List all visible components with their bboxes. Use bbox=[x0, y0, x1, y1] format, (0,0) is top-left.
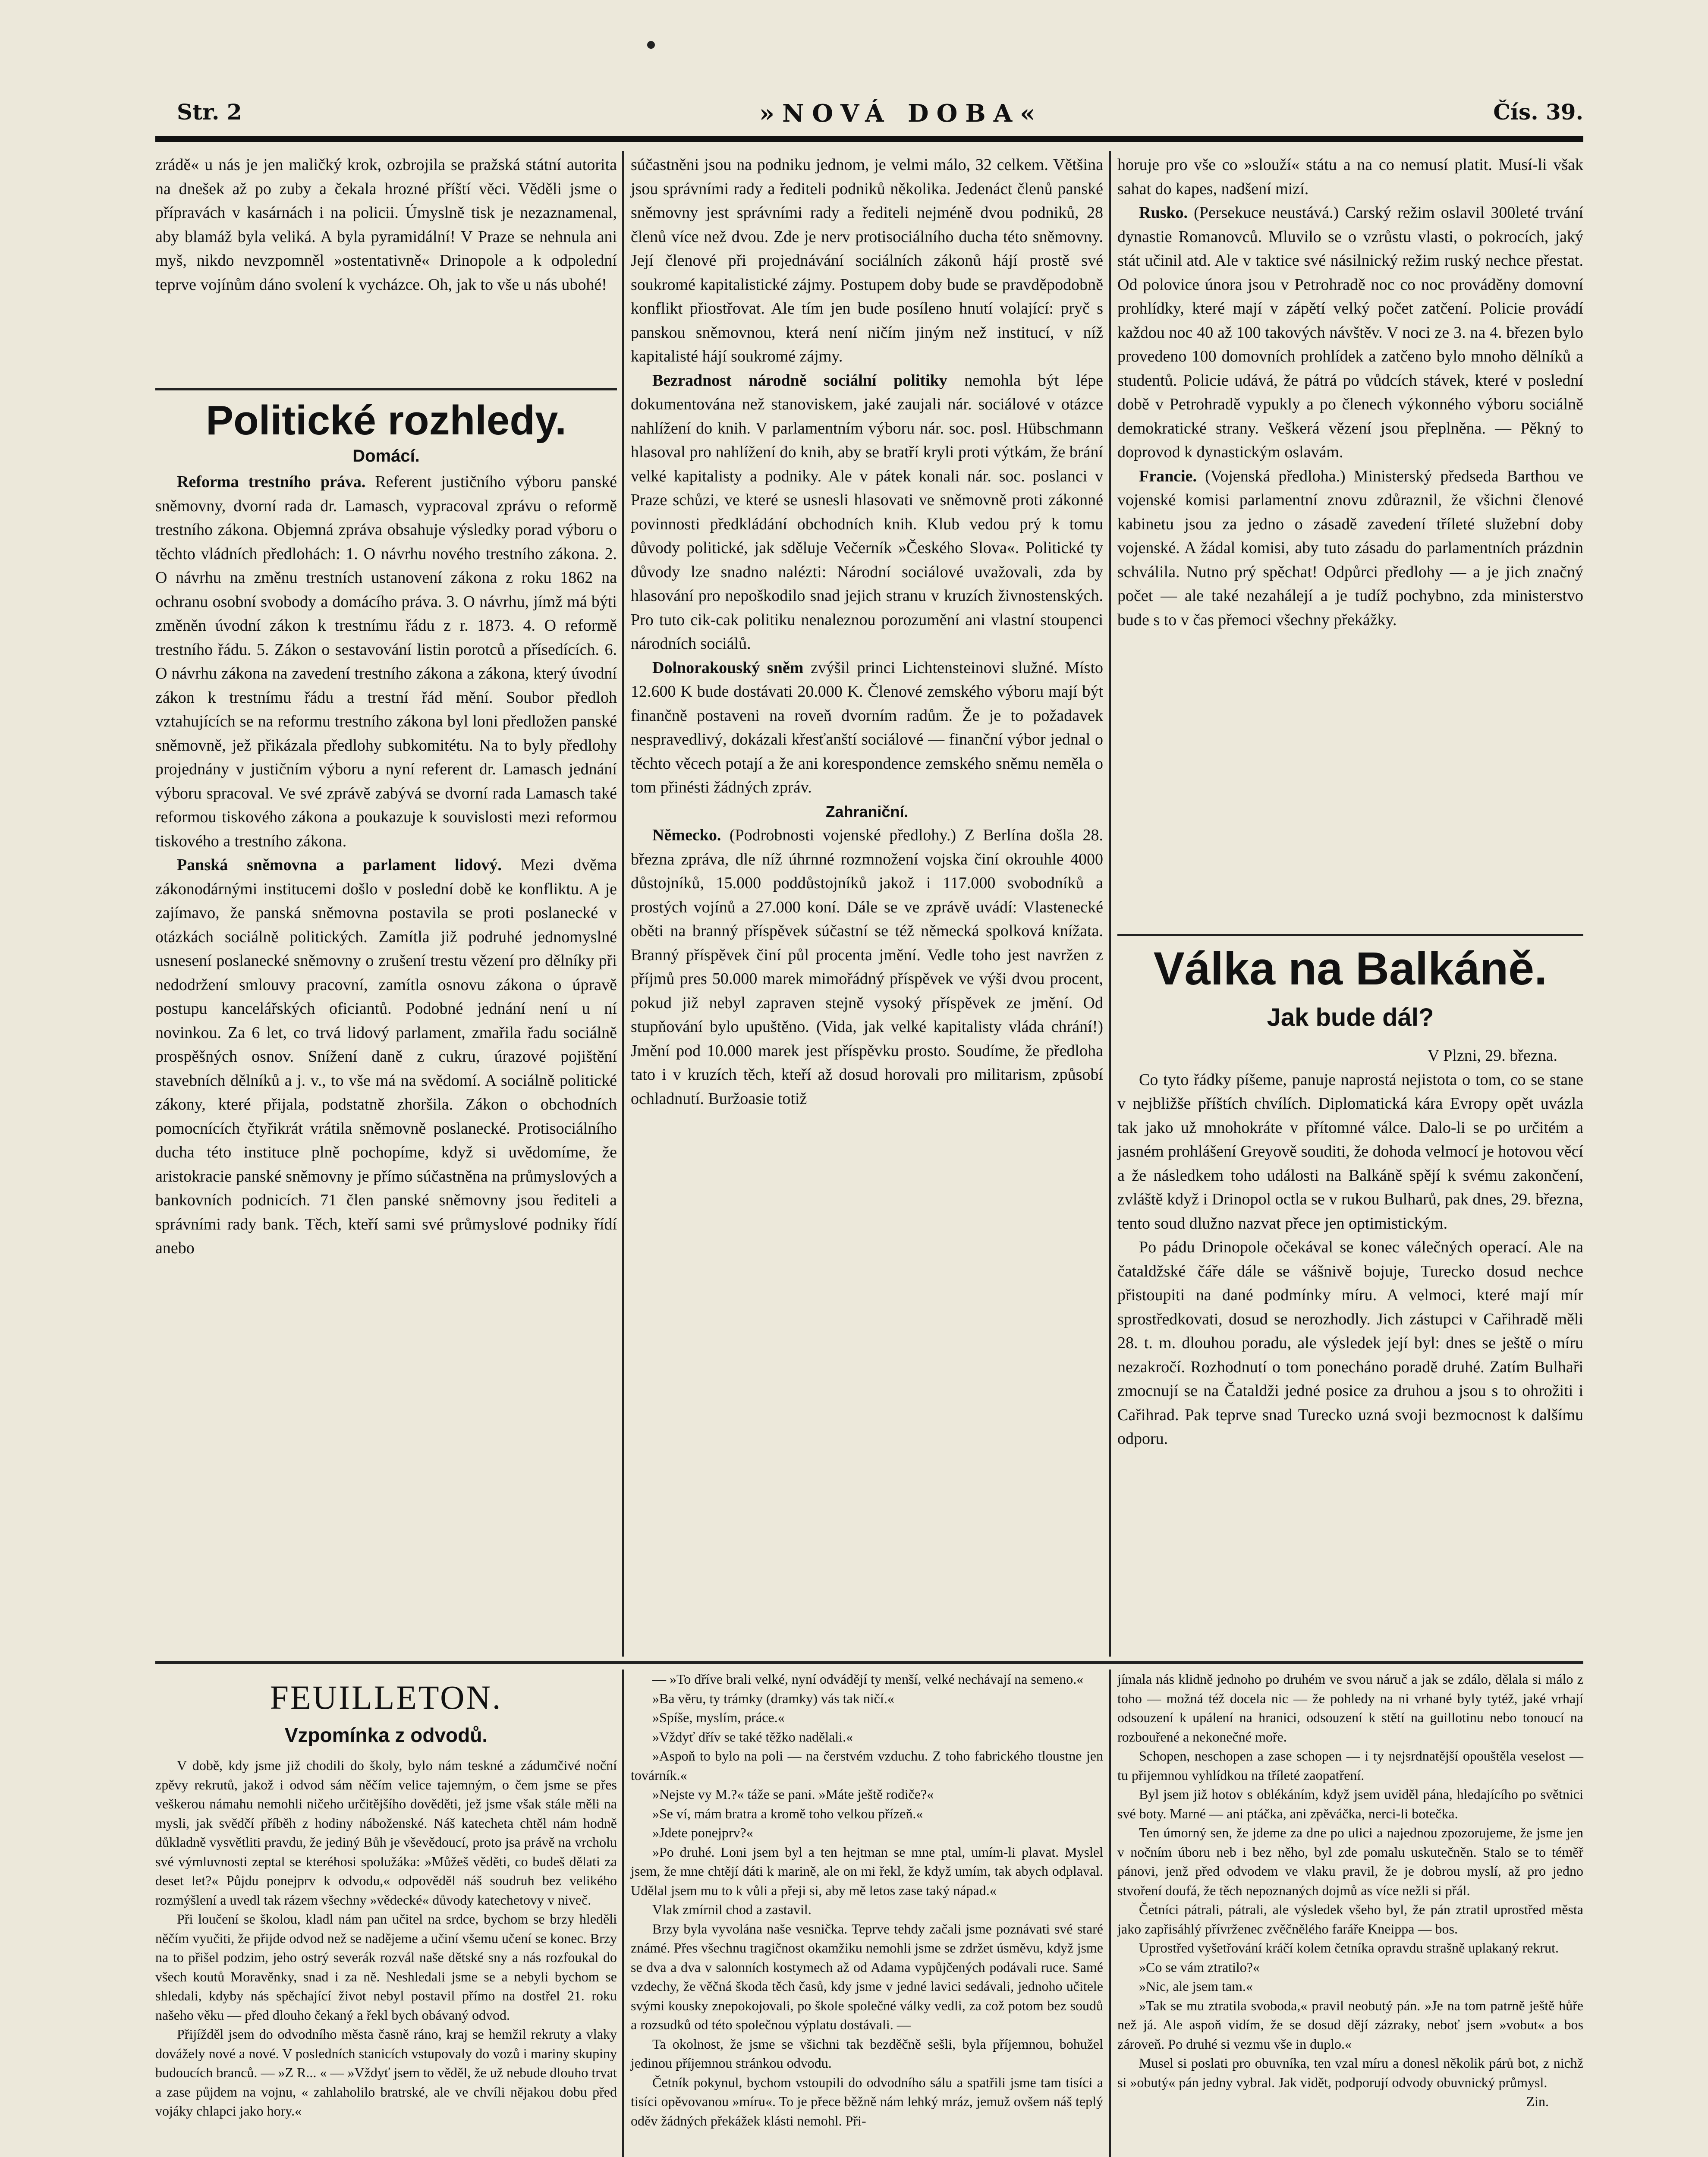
paragraph: »Po druhé. Loni jsem byl a ten hejtman se mne ptal, umím-li plavat. Myslel jsem, že mne chtějí dáti k marině, ale on mi řekl, že když umím, tak abych odplaval. Udělal jsem mu to k vůli a přeji si, aby mě letos zase taký nápad.« bbox=[631, 1844, 1103, 1898]
article-lead: Bezradnost národně sociální politiky bbox=[652, 371, 947, 390]
paragraph: »Se ví, mám bratra a kromě toho velkou přízeň.« bbox=[652, 1805, 923, 1821]
paragraph: Schopen, neschopen a zase schopen — i ty nejsrdnatější opouštěla veselost — tu přijemnou vyhlídkou na tříleté zaopatření. bbox=[1117, 1748, 1583, 1783]
feuilleton-column-3 bbox=[1117, 1670, 1583, 2111]
paragraph: Četník pokynul, bychom vstoupili do odvodního sálu a spatřili jsme tam tisíci a tisíci opěvovanou »míru«. To je přece běžně nám lehký mráz, jemuž ovšem náš teplý oděv žádných překážek klásti nemohl. Při- bbox=[631, 2074, 1103, 2129]
article-text: nemohla být lépe dokumentována než stanoviskem, jaké zaujali nár. sociálové v otázce nahlížení do knih. V parlamentním výboru nár. soc. posl. Hübschmann hlasoval pro nahlížení do knih, aby se bratří kryli proti výtkám, že brání velké kapitalisty a podniky. Ale v pátek konali nár. soc. poslanci v Praze schůzi, ve které se usnesli hlasovati ve sněmovně proti zákonné povinnosti předkládání obchodních knih. Klub vedou prý k tomu důvody politické, jak sděluje Večerník »Českého Slova«. Politické ty důvody lze snadno nalézti: Národní sociálové uvažovali, zda by hlasování pro nepoškodilo snad jejich stranu v kruzích živnostenských. Pro tuto cik-cak politiku nenaleznou porozumění ani vlastní stoupenci národních sociálů. bbox=[631, 371, 1103, 653]
paragraph: Ta okolnost, že jsme se všichni tak bezděčně sešli, byla příjemnou, bohužel jedinou příjemnou stránkou odvodu. bbox=[631, 2036, 1103, 2071]
paragraph: Četníci pátrali, pátrali, ale výsledek všeho byl, že pán ztratil uprostřed města jako zapřisáhlý přívrženec zvěčnělého faráře Kneippa — bos. bbox=[1117, 1902, 1583, 1937]
feuilleton-column-2 bbox=[631, 1670, 1103, 2130]
feuilleton-rule bbox=[155, 1661, 1583, 1664]
article-text: Mezi dvěma zákonodárnými institucemi došlo v poslední době ke konfliktu. A je zajímavo, že panská sněmovna postavila se proti poslanecké v otázkách sociálně politických. Zamítla již podruhé jednomyslné usnesení poslanecké sněmovny o zrušení trestu vězení pro dělníky při nedodržení smlouvy pracovní, zamítla osnovu zákona o úpravě postupu kancelářských oficiantů. Podobné jednání není u ní novinkou. Za 6 let, co trvá lidový parlament, zmařila řadu sociálně prospěšných osnov. Snížení daně z cukru, úrazové pojištění stavebních dělníků a j. v., to vše má na svědomí. A sociálně politické zákony, které přijala, podstatně zhoršila. Zákon o obchodních pomocnících čtyřikrát vrátila sněmovně poslanecké. Protisociálního ducha této instituce plně pochopíme, když si uvědomíme, že aristokracie panské sněmovny je přímo súčastněna na průmyslových a bankovních podnicích. 71 člen panské sněmovny jsou řediteli a správními rady bank. Těch, kteří sami své průmyslové podniky řídí anebo bbox=[155, 856, 617, 1257]
feuilleton-subtitle: Vzpomínka z odvodů. bbox=[284, 1724, 488, 1746]
paragraph: Vlak zmírnil chod a zastavil. bbox=[652, 1902, 812, 1917]
article-lead: Panská sněmovna a parlament lidový. bbox=[177, 856, 502, 874]
paragraph: »Jdete ponejprv?« bbox=[652, 1825, 753, 1840]
paragraph: Ten úmorný sen, že jdeme za dne po ulici a najednou zpozorujeme, že jsme jen v nočním úboru neb i bez něho, byl zde pomalu uskutečněn. Stalo se to téměř pánovi, jenž před odvodem ve vlaku pravil, že je dobrou myslí, až pro jedno stvoření doufá, že těch nepoznaných dojmů as více nežli si přál. bbox=[1117, 1825, 1583, 1898]
column-2 bbox=[631, 153, 1103, 1111]
column-3 bbox=[1117, 153, 1583, 632]
article-lead: Rusko. bbox=[1139, 204, 1188, 222]
paragraph: V době, kdy jsme již chodili do školy, bylo nám teskné a zádumčivé noční zpěvy rekrutů, jakož i odvod sám něčím velice tajemným, o čem jsme se přes veškerou námahu nemohli ničeho určitějšího dověděti, jež jsme však stále měli na mysli, jak svědčí příběh z hodiny náboženské. Náš katecheta chtěl nám hodně důkladně vysvětliti pravdu, že jediný Bůh je vševědoucí, proto jsa právě na vrcholu své výmluvnosti zeptal se kteréhosi spolužáka: »Můžeš věděti, co budeš dělati za deset let?« Půjdu ponejprv k odvodu,« odpověděl náš soudruh bez velikého rozmýšlení a uvedl tak rázem všechny »vědecké« důvody katechetovy v niveč. bbox=[155, 1758, 617, 1908]
article bbox=[1117, 465, 1583, 632]
article bbox=[155, 853, 617, 1261]
section-title: Politické rozhledy. bbox=[206, 397, 566, 443]
paragraph: »Aspoň to bylo na poli — na čerstvém vzduchu. Z toho fabrického tloustne jen továrník.« bbox=[631, 1748, 1103, 1783]
article-text: (Vojenská předloha.) Ministerský předseda Barthou ve vojenské komisi parlamentní znovu zdůraznil, že všichni členové kabinetu jsou za jedno o zásadě zavedení tříleté služební doby vojenské. A žádal komisi, aby tuto zásadu do parlamentních prázdnin schválila. Nutno prý spěchat! Odpůrci předlohy — a je jich značný počet — ale také nezahálejí a je tudíž pochybno, zda ministerstvo bude s to v čas přemoci všechny překážky. bbox=[1117, 467, 1583, 629]
article-lead: Německo. bbox=[652, 826, 721, 844]
article bbox=[631, 824, 1103, 1111]
article-continuation: zrádě« u nás je jen maličký krok, ozbrojila se pražská státní autorita na dnešek až po zuby a čekala hrozné příští věci. Věděli jsme o přípravách v kasárnách i na policii. Úmyslně tisk je nezaznamenal, aby blamáž byla veliká. A byla pyramidální! V Praze se nehnula ani myš, nikdo nevzpomněl »ostentativně« Drinopole a k odpolední teprve vojínům dáno svolení k vycházce. Oh, jak to vše u nás ubohé! bbox=[155, 156, 617, 294]
print-dot bbox=[647, 41, 655, 49]
section-subtitle: Domácí. bbox=[352, 446, 420, 465]
issue-number: Čís. 39. bbox=[1493, 99, 1583, 125]
article bbox=[155, 470, 617, 853]
article-lead: Francie. bbox=[1139, 467, 1197, 485]
column-1 bbox=[155, 153, 617, 297]
dateline: V Plzni, 29. března. bbox=[1427, 1047, 1557, 1065]
paragraph: Co tyto řádky píšeme, panuje naprostá nejistota o tom, co se stane v nejbližše příštích chvílích. Diplomatická kára Evropy opět uvázla tak jako už mnohokráte v přítomné válce. Dalo-li se po určitém a jasném prohlášení Greyově souditi, že dohoda velmocí je hotovou věcí a že následkem toho události na Balkáně spějí k svému zakončení, zvláště když i Drinopol octla se v rukou Bulharů, pak dnes, 29. března, tento soud dlužno nazvat přece jen optimistickým. bbox=[1117, 1070, 1583, 1233]
page-number: Str. 2 bbox=[177, 99, 242, 125]
article bbox=[631, 656, 1103, 800]
paragraph: »Ba věru, ty trámky (dramky) vás tak ničí.« bbox=[652, 1690, 894, 1706]
paragraph: jímala nás klidně jednoho po druhém ve svou náruč a jak se zdálo, dělala si málo z toho — možná též docela nic — že pohledy na ni vrhané byly tytéž, jaké vrhají odsouzení k upálení na hranici, odsouzení k stětí na guillotinu nebo tonoucí na rozbouřené a nekonečné moře. bbox=[1117, 1671, 1583, 1745]
signature: Zin. bbox=[1526, 2094, 1549, 2109]
paragraph: Při loučení se školou, kladl nám pan učitel na srdce, bychom se brzy hleděli něčím vyučiti, že přijde odvod než se nadějeme a učiní všemu učení se konec. Brzy na to přišel podzim, jeho ostrý severák rozvál naše dětské sny a nás rozfoukal do všech koutů Moravěnky, snad i za ně. Neshledali jsme se a nebyli bychom se shledali, kdyby nás spěchající život nebyl postavil přímo na dostřel 21. roku našeho věku — před dlouho čekaný a řekl bych obávaný odvod. bbox=[155, 1911, 617, 2023]
article-text: (Podrobnosti vojenské předlohy.) Z Berlína došla 28. března zpráva, dle níž úhrnné rozmnožení vojska činí okrouhle 4000 důstojníků, 15.000 poddůstojníků jakož i 117.000 svobodníků a prostých vojínů a 27.000 koní. Dále se ve zprávě uvádí: Vlastenecké oběti na branný příspěvek súčastní se též německá spolková knížata. Branný příspěvek činí půl procenta jmění. Vedle toho jest navržen z příjmů pres 50.000 marek mimořádný příspěvek ve výši dvou procent, pokud již nebyl zapraven stejně vysoký příspěvek ze jmění. Od stupňování bylo upuštěno. (Vida, jak velké kapitalisty vláda chrání!) Jmění pod 10.000 marek jest příspěvku prosto. Soudíme, že předloha tato i v kruzích těch, kteří až dosud horovali pro militarism, způsobí ochladnutí. Buržoasie totiž bbox=[631, 826, 1103, 1108]
feuilleton-title: FEUILLETON. bbox=[270, 1679, 503, 1716]
article-continuation: súčastněni jsou na podniku jednom, je velmi málo, 32 celkem. Většina jsou správními rady a řediteli podniků několika. Jedenáct členů panské sněmovny jest správními rady a řediteli nejméně dvou podniků, 28 členů více než dvou. Zde je nerv protisociálního ducha této sněmovny. Její členové při projednávání sociálních zákonů hájí prostě své soukromé kapitalistické zájmy. Postupem doby bude se pravděpodobně konflikt přiostřovat. Ale tím jen bude posíleno hnutí volající: pryč s panskou sněmovnou, která není ničím jiným než institucí, v níž kapitalisté hájí soukromé zájmy. bbox=[631, 156, 1103, 365]
column-divider bbox=[622, 1670, 624, 2157]
paragraph: Uprostřed vyšetřování kráčí kolem četníka opravdu strašně uplakaný rekrut. bbox=[1139, 1940, 1559, 1956]
paragraph: »Co se vám ztratilo?« bbox=[1139, 1959, 1260, 1975]
paragraph: »Vždyť dřív se také těžko nadělali.« bbox=[652, 1729, 853, 1745]
article-text: Referent justičního výboru panské sněmovny, dvorní rada dr. Lamasch, vypracoval zprávu o reformě trestního zákona. Objemná zpráva obsahuje výsledky porad výboru o těchto vládních předlohách: 1. O návrhu nového trestního zákona. 2. O návrhu na změnu trestních ustanovení zákona z roku 1862 na ochranu osobní svobody a domácího práva. 3. O návrhu, jímž má býti změněn úvodní zákon k trestnímu řádu z r. 1873. 4. O reformě trestního řádu. 5. Zákon o sestavování listin porotců a přísedících. 6. O návrhu zákona na zavedení trestního zákona a zákona, který úvodní zákon k trestnímu řádu a trestní řád mění. Soubor předloh vztahujících se na reformu trestního zákona byl loni předložen panské sněmovně, jež přikázala předlohy subkomitétu. Na to byly předlohy projednány v justičním výboru a nyní referent dr. Lamasch jednání výboru spracoval. Ve své zprávě zabývá se dvorní rada Lamasch také reformou tiskového zákona a poukazuje k souvislosti mezi reformou tiskového a trestního zákona. bbox=[155, 473, 617, 850]
feuilleton-column-1 bbox=[155, 1756, 617, 2121]
paragraph: »Nejste vy M.?« táže se pani. »Máte ještě rodiče?« bbox=[652, 1786, 934, 1802]
paragraph: Po pádu Drinopole očekával se konec válečných operací. Ale na čataldžské čáře dále se vášnivě bojuje, Turecko dosud nechce přistoupiti na dané podmínky míru. A velmoci, které mají mír sprostředkovati, dosud se nerozhodly. Jich zástupci v Cařihradě měli 28. t. m. dlouhou poradu, ale výsledek její byl: dnes se ještě o míru nezakročí. Rozhodnutí o tom ponecháno poradě druhé. Zatím Bulhaři zmocnují se na Čataldži jedné posice za druhou a jsou s to ohrožiti i Cařihrad. Pak teprve snad Turecko uzná svoji bezmocnost k dalšímu odporu. bbox=[1117, 1238, 1583, 1448]
paragraph: »Tak se mu ztratila svoboda,« pravil neobutý pán. »Je na tom patrně ještě hůře než já. Ale aspoň vidím, že se dosud dějí zázraky, neboť jsem »vobut« a bos zároveň. Po druhé si vezmu vše in duplo.« bbox=[1117, 1997, 1583, 2052]
paragraph: — »To dříve brali velké, nyní odvádějí ty menší, velké nechávají na semeno.« bbox=[652, 1671, 1084, 1687]
column-divider bbox=[1109, 151, 1111, 1657]
column-1-articles bbox=[155, 470, 617, 1261]
section-rule bbox=[155, 388, 617, 390]
section-subtitle: Zahraniční. bbox=[825, 802, 909, 821]
paragraph: »Spíše, myslím, práce.« bbox=[652, 1710, 785, 1725]
war-subtitle: Jak bude dál? bbox=[1267, 1003, 1434, 1031]
article-text: (Persekuce neustává.) Carský režim oslavil 300leté trvání dynastie Romanovců. Mluvilo se o vzrůstu vlasti, o pokrocích, jaký stát učinil atd. Ale v taktice své násilnický režim ruský nechce přestat. Od polovice února jsou v Petrohradě noc co noc prováděny domovní prohlídky, které mají v zápětí velký počet zatčení. Policie provádí každou noc 40 až 100 takových návštěv. V noci ze 3. na 4. březen bylo provedeno 100 domovních prohlídek a zatčeno bylo mnoho dělníků a studentů. Policie udává, že pátrá po vůdcích stávek, které v poslední době v Petrohradě vypukly a po členech výkonného výboru sociálně demokratické strany. Veškerá vězení jsou přeplněna. — Pěkný to doprovod k dynastickým oslavám. bbox=[1117, 204, 1583, 461]
newspaper-title: »NOVÁ DOBA« bbox=[759, 99, 1043, 128]
paragraph: Přijížděl jsem do odvodního města časně ráno, kraj se hemžil rekruty a vlaky dovážely nové a nové. V posledních stanicích vstupovaly do vozů i mariny skupiny budoucích branců. — »Z R... « — »Vždyť jsem to věděl, že už nebude dlouho trvat a zase půjdem na vojnu, « zahlaholilo bratrské, ale ve chvíli nějakou dobu před vojáky chlapci jako hory.« bbox=[155, 2026, 617, 2119]
header-rule bbox=[155, 136, 1583, 142]
paragraph: Byl jsem již hotov s oblékáním, když jsem uviděl pána, hledajícího po světnici své boty. Marné — ani ptáčka, ani zpěváčka, nerci-li botečka. bbox=[1117, 1786, 1583, 1821]
column-3-war bbox=[1117, 1044, 1583, 1451]
article bbox=[631, 369, 1103, 656]
paragraph: »Nic, ale jsem tam.« bbox=[1139, 1978, 1253, 1994]
page-header bbox=[177, 99, 1583, 138]
paragraph: Musel si poslati pro obuvníka, ten vzal míru a donesl několik párů bot, z nichž si »obutý« pán jedny vybral. Jak vidět, podporují odvody obuvnický průmysl. bbox=[1117, 2055, 1583, 2090]
article-continuation: horuje pro vše co »slouží« státu a na co nemusí platit. Musí-li však sahat do kapes, nadšení mizí. bbox=[1117, 156, 1583, 198]
article-lead: Reforma trestního práva. bbox=[177, 473, 366, 491]
column-divider bbox=[622, 151, 624, 1657]
article-text: zvýšil princi Lichtensteinovi služné. Místo 12.600 K bude dostávati 20.000 K. Členové zemského výboru mají být finančně postaveni na roveň dvorním radům. Že je to požadavek nespravedlivý, dokázali křesťanští sociálové — finanční výbor jednal o těchto věcech potají a že ani korespondence zemského sněmu neměla o tom přinésti žádných zpráv. bbox=[631, 658, 1104, 796]
column-divider bbox=[1109, 1670, 1111, 2157]
article bbox=[1117, 201, 1583, 465]
paragraph: Brzy byla vyvolána naše vesnička. Teprve tehdy začali jsme poznávati své staré známé. Přes všechnu tragičnost okamžiku nemohli jsme se zdržet úsměvu, když jsme se dva a dva v salonních kostymech až od Adama vypůjčených podávali ruce. Samé vzdechy, že věčná škoda těch časů, kdy jsme v jedné lavici sedávali, jednoho učitele svými kousky znepokojovali, po škole společné války vedli, za což potom bez soudů a rozsudků od této společnou výplatu dostávali. — bbox=[631, 1921, 1103, 2032]
article-lead: Dolnorakouský sněm bbox=[652, 658, 804, 677]
section-rule bbox=[1117, 934, 1583, 936]
war-title: Válka na Balkáně. bbox=[1153, 942, 1548, 994]
